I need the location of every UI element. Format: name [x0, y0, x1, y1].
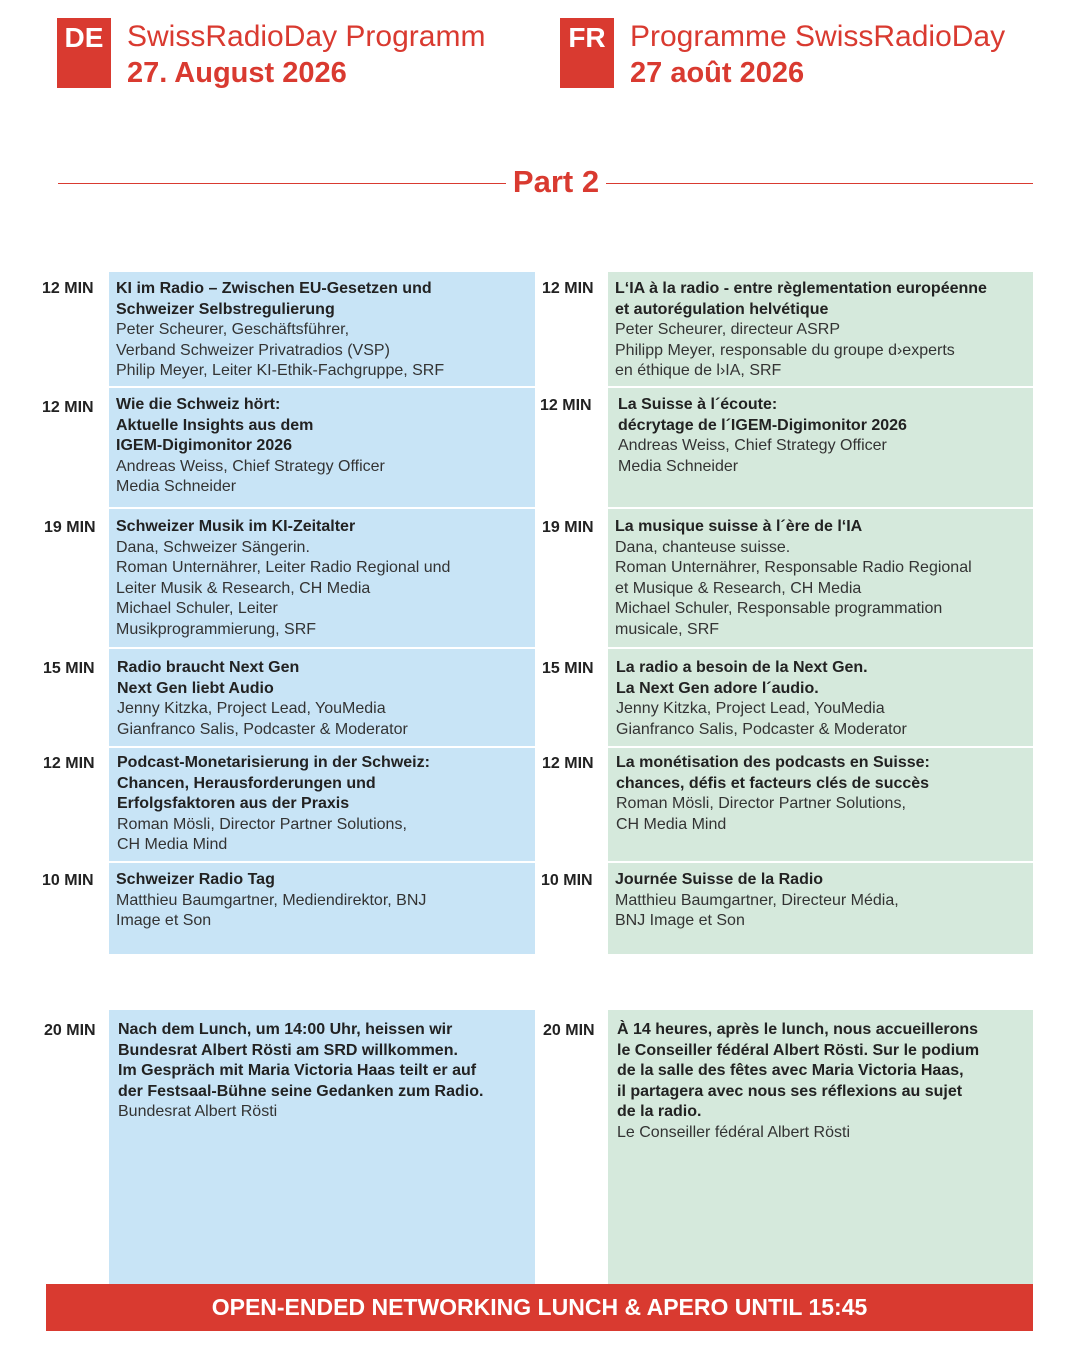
session-speakers: Bundesrat Albert Rösti: [118, 1103, 278, 1121]
duration-de: 12 MIN: [42, 280, 94, 297]
duration-fr: 19 MIN: [542, 519, 594, 536]
session-speakers: Andreas Weiss, Chief Strategy Officer Media Schneider: [618, 437, 887, 475]
header-date-fr: 27 août 2026: [630, 57, 805, 89]
session-speakers: Andreas Weiss, Chief Strategy Officer Media Schneider: [116, 457, 385, 496]
session-speakers: Matthieu Baumgartner, Mediendirektor, BNJ Image et Son: [116, 891, 427, 930]
networking-lunch-banner: OPEN-ENDED NETWORKING LUNCH & APERO UNTIL 15:45: [46, 1284, 1033, 1331]
session-title: Radio braucht Next Gen Next Gen liebt Audio: [117, 659, 300, 697]
row-separator: [109, 647, 535, 649]
session-speakers: Peter Scheurer, directeur ASRP Philipp Meyer, responsable du groupe d›experts en éthique de l›IA, SRF: [615, 321, 955, 380]
session-fr: [615, 279, 1031, 382]
session-fr: [615, 517, 1031, 641]
divider-line-left: [58, 183, 506, 184]
duration-fr: 15 MIN: [542, 660, 594, 677]
session-title: Nach dem Lunch, um 14:00 Uhr, heissen wir Bundesrat Albert Rösti am SRD willkommen. Im Gespräch mit Maria Victoria Haas teilt er auf der Festsaal-Bühne seine Gedanken zum Radio.: [118, 1021, 484, 1100]
session-speakers: Dana, chanteuse suisse. Roman Unternährer, Responsable Radio Regional et Musique & Research, CH Media Michael Schuler, Responsable programmation musicale, SRF: [615, 538, 972, 638]
session-speakers: Jenny Kitzka, Project Lead, YouMedia Gianfranco Salis, Podcaster & Moderator: [117, 700, 408, 738]
duration-de: 15 MIN: [43, 660, 95, 677]
row-separator: [109, 746, 535, 748]
session-fr: [616, 753, 1032, 835]
session-title: Podcast-Monetarisierung in der Schweiz: Chancen, Herausforderungen und Erfolgsfaktoren aus der Praxis: [117, 754, 430, 813]
duration-de: 12 MIN: [42, 399, 94, 416]
session-speakers: Roman Mösli, Director Partner Solutions, CH Media Mind: [616, 795, 906, 833]
session-title: La radio a besoin de la Next Gen. La Next Gen adore l´audio.: [616, 659, 868, 697]
session-speakers: Roman Mösli, Director Partner Solutions, CH Media Mind: [117, 815, 407, 854]
row-separator: [608, 746, 1033, 748]
row-separator: [608, 861, 1033, 863]
session-title: L‘IA à la radio - entre règlementation européenne et autorégulation helvétique: [615, 280, 987, 318]
session-title: La monétisation des podcasts en Suisse: chances, défis et facteurs clés de succès: [616, 754, 930, 792]
session-title: KI im Radio – Zwischen EU-Gesetzen und Schweizer Selbstregulierung: [116, 280, 432, 318]
part-label: Part 2: [512, 164, 600, 199]
session-fr: [617, 1020, 1031, 1144]
duration-fr: 12 MIN: [542, 280, 594, 297]
header-date-de: 27. August 2026: [127, 57, 347, 89]
duration-fr: 12 MIN: [540, 397, 592, 414]
session-speakers: Le Conseiller fédéral Albert Rösti: [617, 1123, 851, 1141]
header-title-fr: Programme SwissRadioDay: [630, 20, 1006, 53]
duration-fr: 12 MIN: [542, 755, 594, 772]
lang-badge-fr: FR: [560, 18, 614, 88]
row-separator: [608, 386, 1033, 388]
session-de: [116, 395, 532, 498]
session-de: [117, 753, 533, 856]
session-de: [117, 658, 533, 740]
session-fr: [616, 658, 1032, 740]
header-title-de: SwissRadioDay Programm: [127, 20, 486, 53]
header-fr: [560, 18, 1005, 90]
duration-de: 20 MIN: [44, 1022, 96, 1039]
part-divider: [58, 160, 1033, 206]
session-fr: [615, 870, 1031, 932]
session-title: Wie die Schweiz hört: Aktuelle Insights aus dem IGEM-Digimonitor 2026: [116, 396, 314, 455]
session-title: À 14 heures, après le lunch, nous accueillerons le Conseiller fédéral Albert Rösti. Sur le podium de la salle des fêtes avec Maria Victoria Haas, il partagera avec nous ses réflexions au sujet de la radio.: [617, 1021, 980, 1121]
duration-fr: 20 MIN: [543, 1022, 595, 1039]
session-de: [116, 870, 532, 932]
session-speakers: Matthieu Baumgartner, Directeur Média, BNJ Image et Son: [615, 891, 899, 930]
lang-badge-de: DE: [57, 18, 111, 88]
duration-de: 10 MIN: [42, 872, 94, 889]
session-title: La Suisse à l´écoute: décrytage de l´IGEM-Digimonitor 2026: [618, 396, 907, 434]
row-separator: [109, 507, 535, 509]
row-separator: [608, 507, 1033, 509]
header-de: [57, 18, 485, 90]
duration-de: 19 MIN: [44, 519, 96, 536]
session-speakers: Dana, Schweizer Sängerin. Roman Unternährer, Leiter Radio Regional und Leiter Musik & Research, CH Media Michael Schuler, Leiter Musikprogrammierung, SRF: [116, 538, 451, 638]
row-separator: [109, 861, 535, 863]
session-speakers: Peter Scheurer, Geschäftsführer, Verband Schweizer Privatradios (VSP) Philip Meyer, Leiter KI-Ethik-Fachgruppe, SRF: [116, 321, 445, 380]
row-separator: [608, 647, 1033, 649]
session-de: [118, 1020, 533, 1123]
session-title: Journée Suisse de la Radio: [615, 871, 824, 888]
session-de: [116, 279, 532, 382]
duration-fr: 10 MIN: [541, 872, 593, 889]
session-title: Schweizer Musik im KI-Zeitalter: [116, 518, 356, 535]
divider-line-right: [606, 183, 1033, 184]
session-de: [116, 517, 532, 641]
session-fr: [618, 395, 1034, 477]
session-speakers: Jenny Kitzka, Project Lead, YouMedia Gianfranco Salis, Podcaster & Moderator: [616, 700, 907, 738]
duration-de: 12 MIN: [43, 755, 95, 772]
session-title: La musique suisse à l´ère de l‘IA: [615, 518, 863, 535]
session-title: Schweizer Radio Tag: [116, 871, 275, 888]
row-separator: [109, 386, 535, 388]
